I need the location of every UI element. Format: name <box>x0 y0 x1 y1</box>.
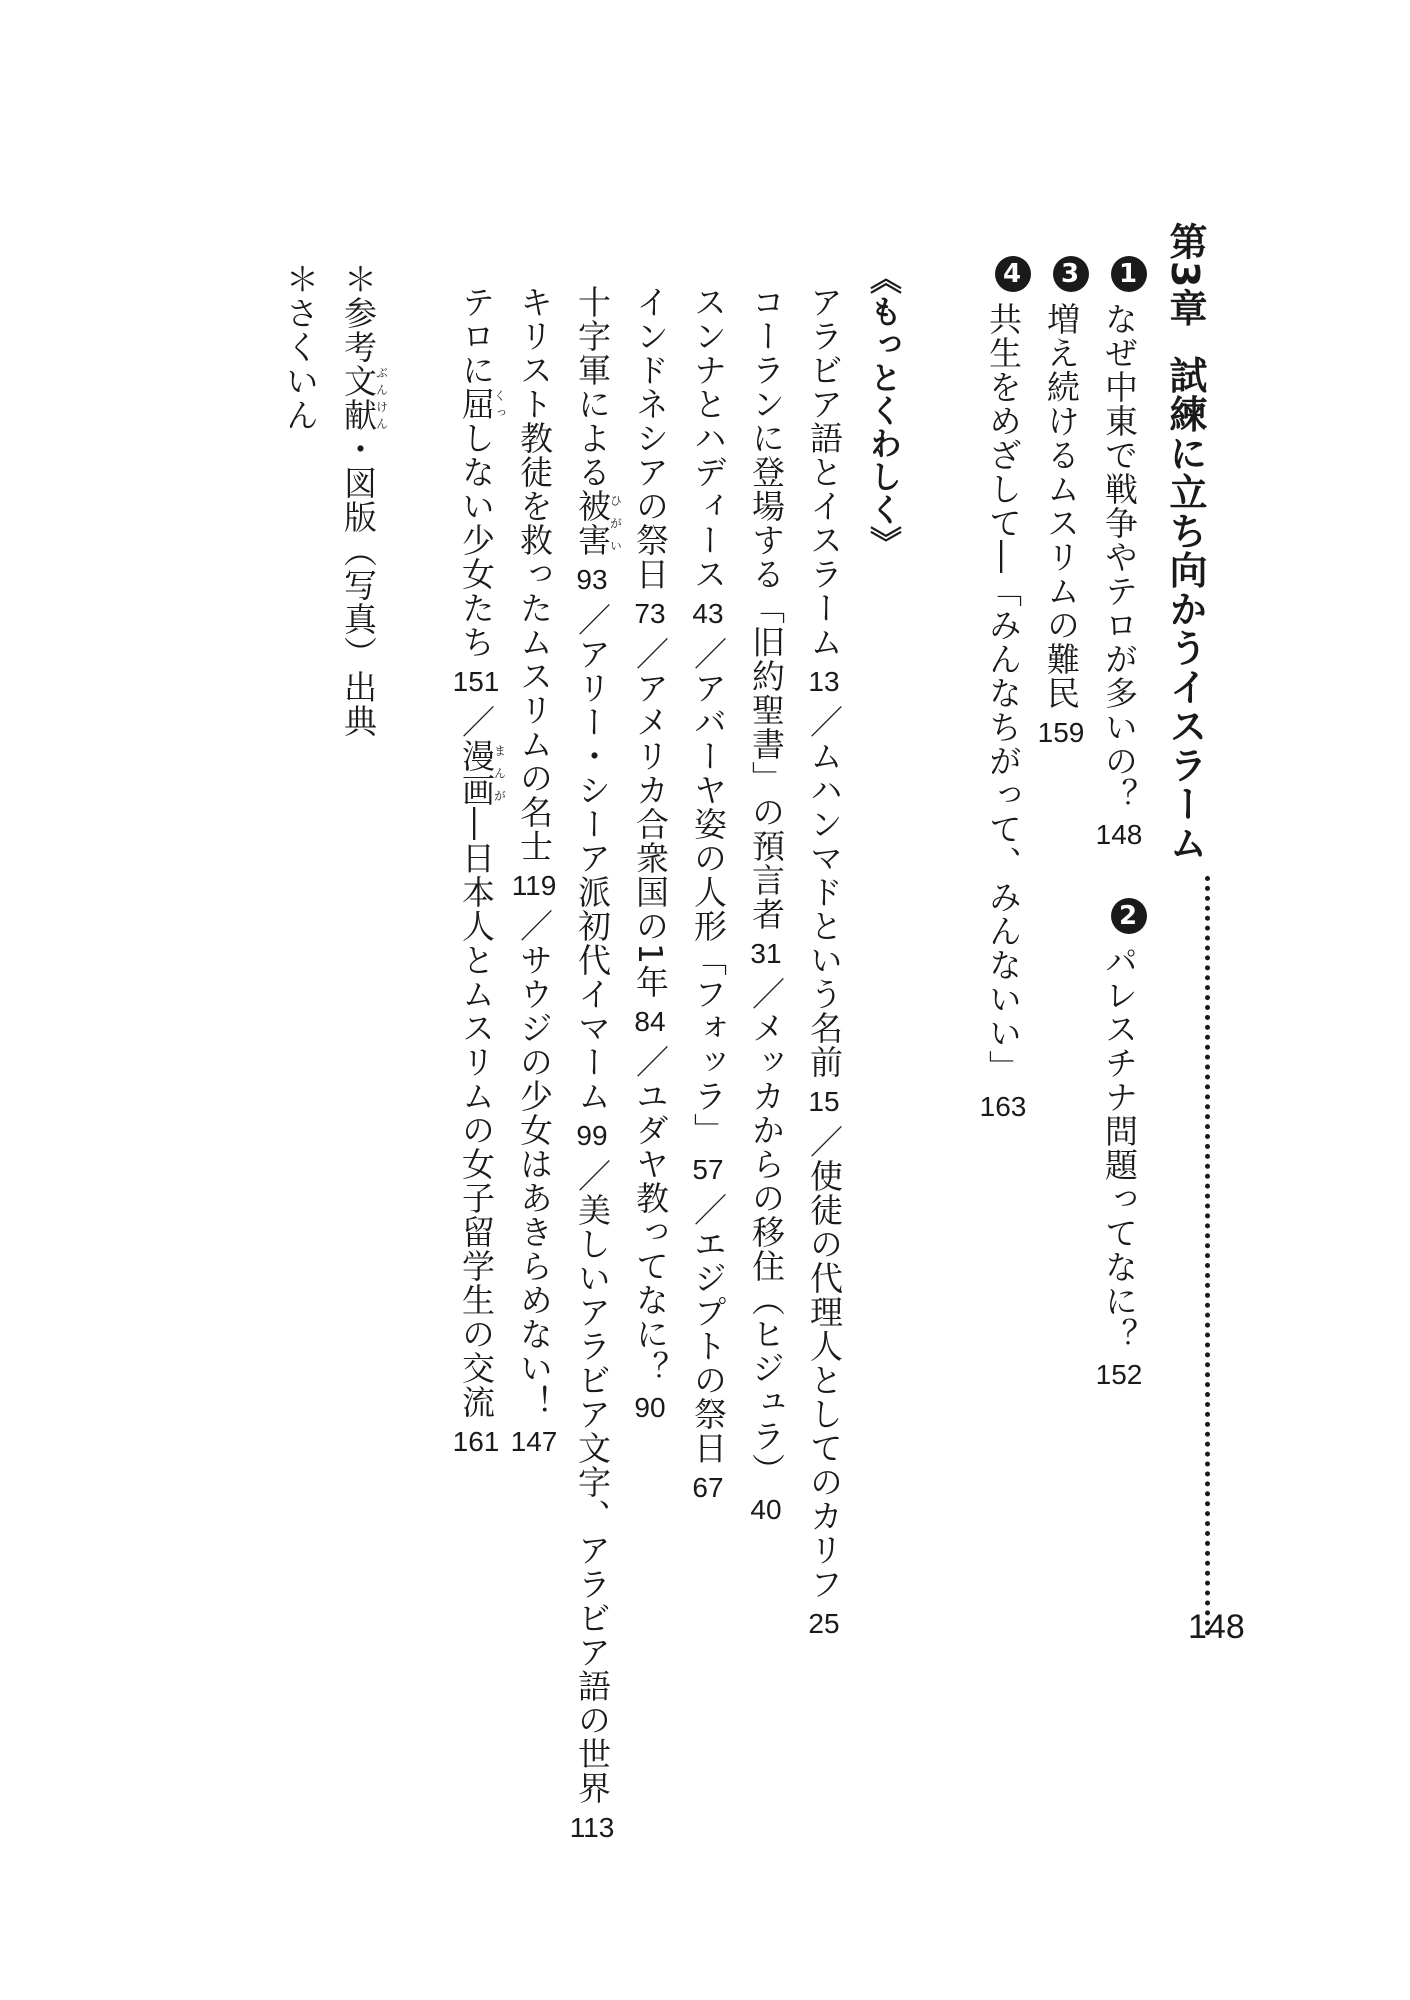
section-4-column <box>979 256 1031 1130</box>
detail-page: 113 <box>569 1812 615 1843</box>
detail-page: 40 <box>750 1494 782 1525</box>
section-3-page: 159 <box>1037 717 1085 748</box>
detail-item: ／アリー・シーア派初代イマーム <box>573 603 612 1113</box>
section-1-mark: 1 <box>1111 256 1147 292</box>
dot-leader <box>1205 876 1210 1636</box>
detail-item: ／エジプトの祭日 <box>689 1193 728 1465</box>
detail-item: キリスト教徒を救ったムスリムの名士 <box>515 285 554 863</box>
section-3-mark: 3 <box>1053 256 1089 292</box>
detail-page: 90 <box>634 1392 666 1423</box>
detail-page: 84 <box>634 1006 666 1037</box>
detail-page: 99 <box>576 1120 608 1151</box>
detail-item: ／使徒の代理人としてのカリフ <box>805 1125 844 1601</box>
section-4-page: 163 <box>979 1091 1027 1122</box>
detail-item: ／ <box>457 705 496 739</box>
detail-item: ／美しいアラビア文字、アラビア語の世界 <box>573 1159 612 1805</box>
ruby-word: 文献ぶんけん <box>339 364 389 432</box>
detail-page: 151 <box>452 666 500 697</box>
ruby-word: 被害ひがい <box>573 489 623 557</box>
detail-item: ／ムハンマドという名前 <box>805 705 844 1079</box>
detail-page: 119 <box>511 870 557 901</box>
detail-page: 147 <box>510 1426 558 1457</box>
detail-column-1 <box>800 285 848 1647</box>
detail-item: しない少女たち <box>457 421 496 659</box>
detail-page: 93 <box>576 564 608 595</box>
sections-1-2-column <box>1095 256 1147 1398</box>
chapter-title: 試練に立ち向かうイスラーム <box>1163 355 1207 863</box>
detail-page: 73 <box>634 598 666 629</box>
detail-item: テロに <box>457 285 496 387</box>
detail-column-2 <box>742 285 790 1533</box>
detail-item: ／アメリカ合衆国の1年 <box>631 637 670 999</box>
detail-page: 15 <box>808 1086 840 1117</box>
section-2-page: 152 <box>1095 1359 1143 1390</box>
detail-item: インドネシアの祭日 <box>631 285 670 591</box>
appendix-item: ＊さくいん <box>281 262 320 432</box>
detail-item: 十字軍による <box>573 285 612 489</box>
chapter-page-number: 148 <box>1188 1608 1245 1646</box>
section-1-page: 148 <box>1095 819 1143 850</box>
detail-page: 57 <box>692 1154 724 1185</box>
section-3-column <box>1037 256 1089 756</box>
detail-page: 43 <box>692 598 724 629</box>
detail-column-3 <box>684 285 732 1511</box>
appendix-references <box>334 262 388 738</box>
detail-item: ／メッカからの移住（ヒジュラ） <box>747 977 786 1487</box>
detail-item: スンナとハディース <box>689 285 728 591</box>
detail-item: ／ユダヤ教ってなに？ <box>631 1045 670 1385</box>
section-4-mark: 4 <box>995 256 1031 292</box>
detail-page: 31 <box>750 938 782 969</box>
detail-page: 25 <box>808 1608 840 1639</box>
section-1-title: なぜ中東で戦争やテロが多いの？ <box>1100 302 1139 812</box>
detail-column-7 <box>452 285 506 1465</box>
detail-item: コーランに登場する「旧約聖書」の預言者 <box>747 285 786 931</box>
detail-column-6 <box>510 285 558 1465</box>
ruby-word: 漫画まんが <box>457 739 507 807</box>
section-3-title: 増え続けるムスリムの難民 <box>1042 302 1081 710</box>
detail-page: 13 <box>808 666 840 697</box>
detail-item: アラビア語とイスラーム <box>805 285 844 659</box>
chapter-label: 第3章 <box>1163 222 1207 328</box>
appendix-item: ＊参考 <box>339 262 378 364</box>
chapter-heading <box>1160 222 1210 1636</box>
detail-item: ／サウジの少女はあきらめない！ <box>515 909 554 1419</box>
appendix-item: ・図版（写真）出典 <box>339 432 378 738</box>
section-4-title: 共生をめざして―「みんなちがって、みんないい」 <box>984 302 1023 1084</box>
detail-column-5 <box>568 285 622 1851</box>
more-detail-heading: 《もっとくわしく》 <box>865 262 903 559</box>
section-2-mark: 2 <box>1111 898 1147 934</box>
ruby-word: 屈くっ <box>457 387 507 421</box>
detail-item: ―日本人とムスリムの女子留学生の交流 <box>457 807 496 1419</box>
appendix-index <box>276 262 324 432</box>
detail-item: ／アバーヤ姿の人形「フォッラ」 <box>689 637 728 1147</box>
section-2-title: パレスチナ問題ってなに？ <box>1100 944 1139 1352</box>
detail-column-4 <box>626 285 674 1431</box>
detail-page: 161 <box>452 1426 500 1457</box>
detail-page: 67 <box>692 1472 724 1503</box>
